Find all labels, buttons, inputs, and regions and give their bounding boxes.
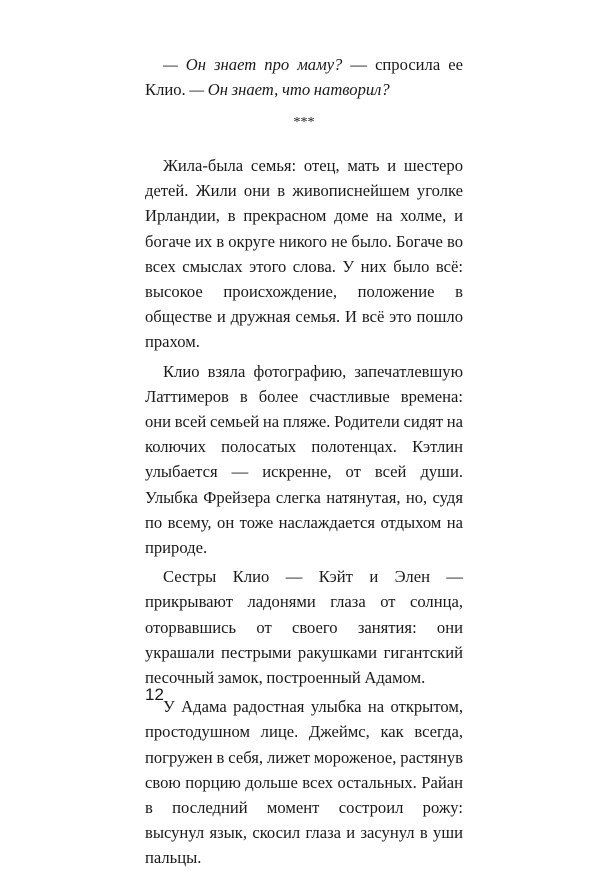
page-number: 12 xyxy=(145,685,164,704)
paragraph: Сестры Клио — Кэйт и Элен — прикрывают ладонями глаза от солнца, оторвавшись от своего занятия: они украшали пестрыми ракушками гигантский песочный замок, построенный Адамом. xyxy=(145,567,463,688)
epigraph-paragraph xyxy=(145,52,463,102)
epigraph xyxy=(145,52,463,102)
body-text xyxy=(145,153,463,871)
section-separator: *** xyxy=(293,115,315,130)
epigraph-quote-1: — Он знает про маму? xyxy=(163,55,343,74)
epigraph-attribution: — спросила ее Клио. xyxy=(145,55,463,100)
epigraph-quote-2: — Он знает, что натворил? xyxy=(189,80,390,100)
paragraph: Клио взяла фотографию, запечатлевшую Латтимеров в более счастливые времена: они всей семьей на пляже. Родители сидят на колючих полосатых полотенцах. Кэтлин улыбается — искренне, от всей души. Улыбка Фрейзера слегка натянутая, но, судя по всему, он тоже наслаждается отдыхом на природе. xyxy=(145,361,463,558)
paragraph: Жила-была семья: отец, мать и шестеро детей. Жили они в живописнейшем уголке Ирландии, в прекрасном доме на холме, и богаче их в округе никого не было. Богаче во всех смыслах этого слова. У них было всё: высокое происхождение, положение в обществе и дружная семья. И всё это пошло прахом. xyxy=(145,156,463,352)
paragraph: У Адама радостная улыбка на открытом, простодушном лице. Джеймс, как всегда, погружен в себя, лижет мороженое, растянув свою порцию дольше всех остальных. Райан в последний момент состроил рожу: высунул язык, скосил глаза и засунул в уши пальцы. xyxy=(145,697,463,868)
